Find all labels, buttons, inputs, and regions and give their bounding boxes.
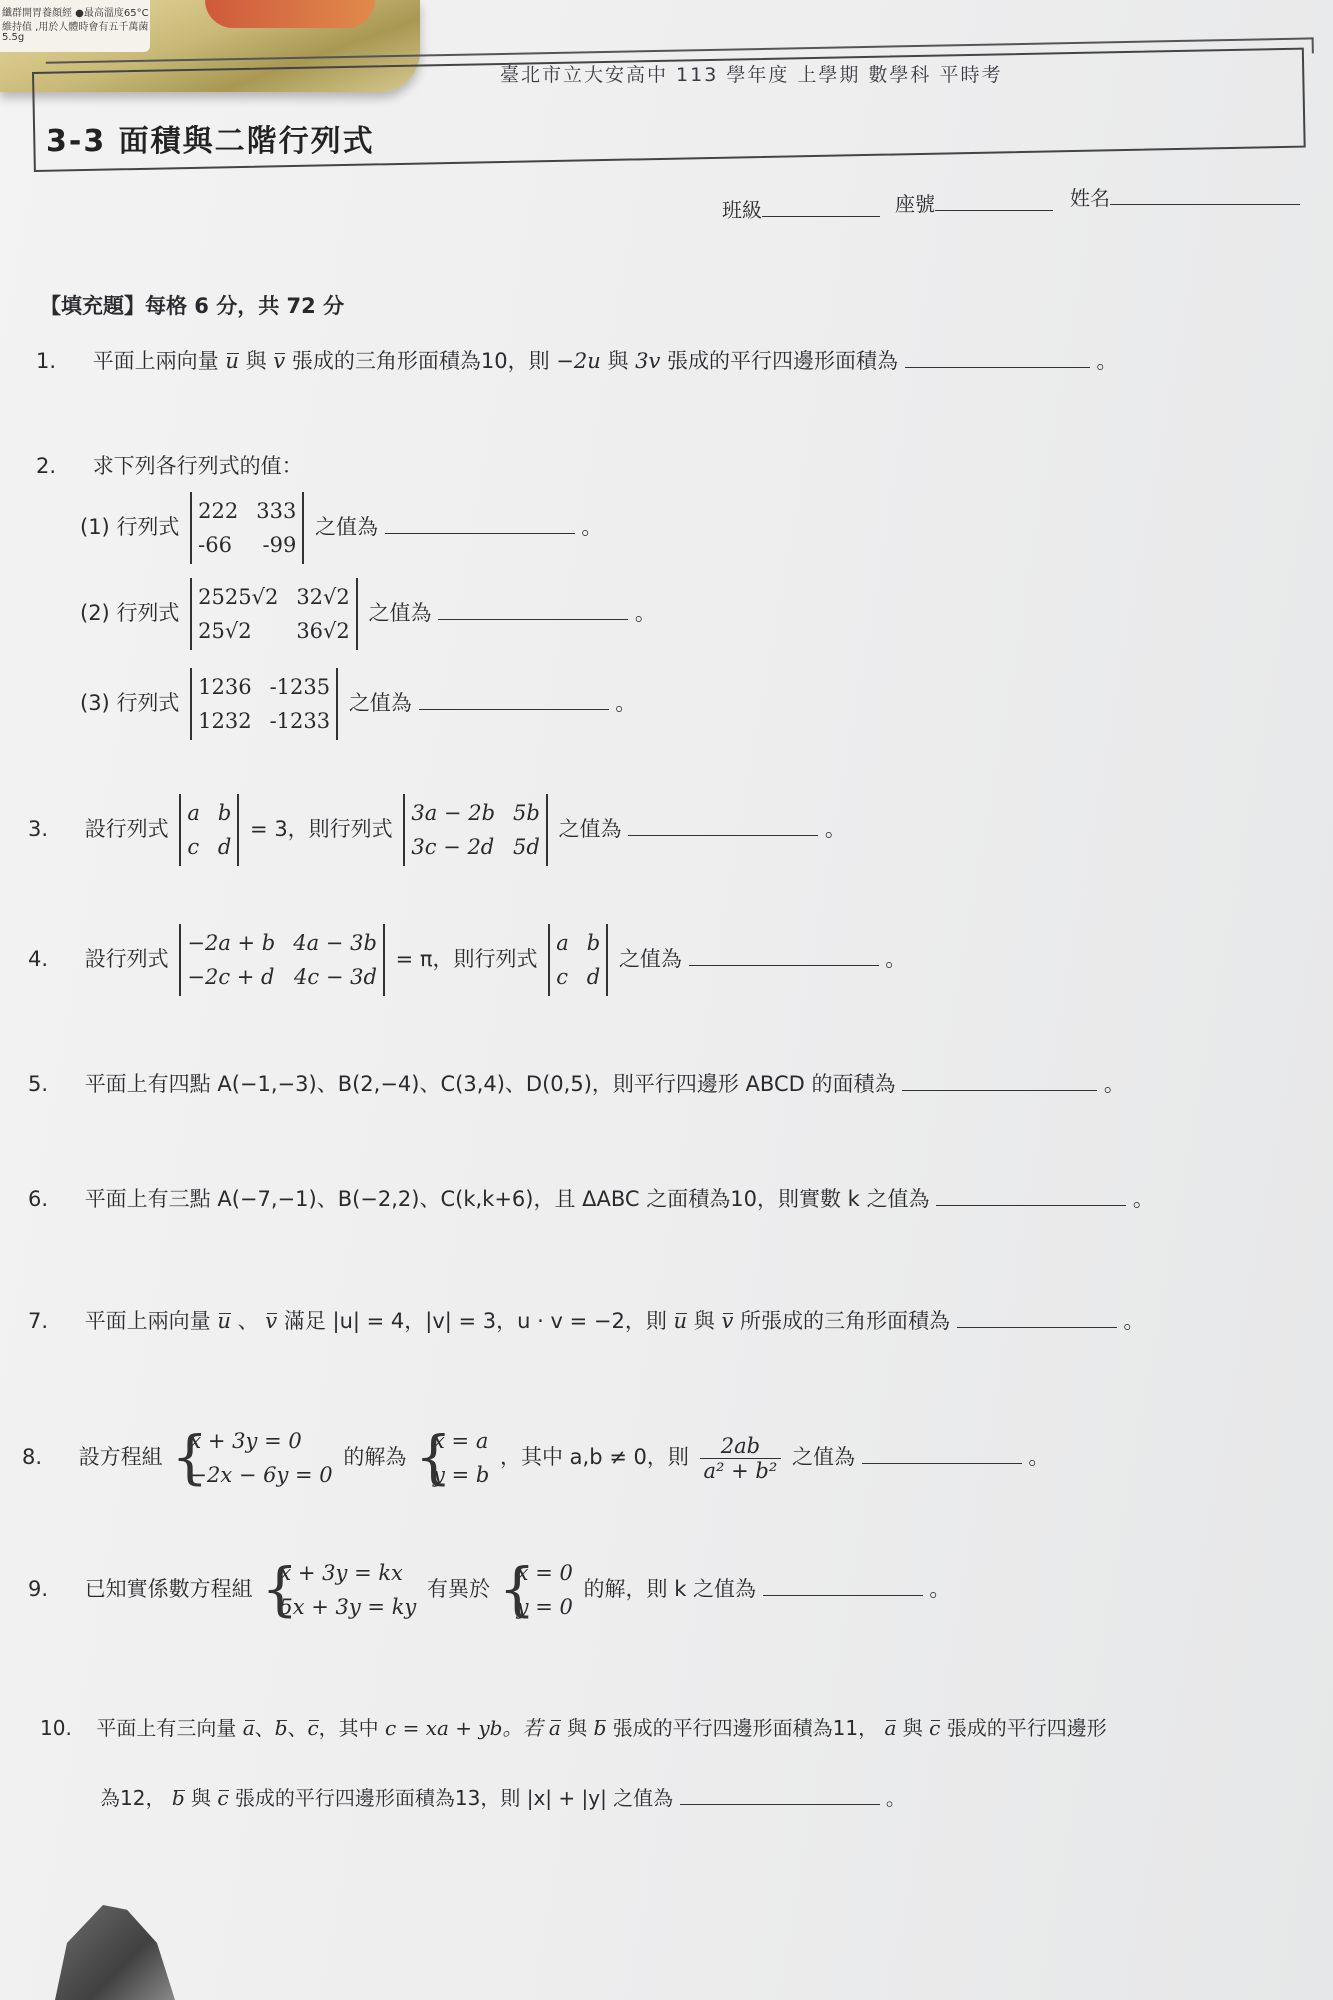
question-text: 之值為 — [368, 601, 432, 625]
question-text: 有異於 — [426, 1577, 490, 1601]
question-text: 之值為 — [618, 947, 682, 971]
equation-system — [263, 1556, 416, 1624]
question-3 — [28, 794, 846, 866]
determinant — [190, 668, 338, 740]
question-text: 所張成的三角形面積為 — [740, 1309, 950, 1333]
name-label: 姓名 — [1070, 186, 1110, 210]
answer-blank[interactable] — [902, 1089, 1097, 1091]
vector-c: c — [307, 1716, 319, 1740]
vector-b: b — [171, 1786, 185, 1810]
question-text: 之值為 — [315, 515, 378, 539]
vector-expression: −2u — [556, 349, 601, 373]
seat-label: 座號 — [895, 192, 935, 216]
answer-blank[interactable] — [419, 708, 609, 710]
equation-line: y = b — [433, 1463, 490, 1487]
vector-u: u — [225, 349, 239, 373]
question-text: 張成的平行四邊形面積為 — [667, 349, 899, 373]
period: 。 — [1132, 1187, 1154, 1211]
question-text: 與 — [693, 1309, 715, 1333]
question-text: 求下列各行列式的值： — [92, 454, 303, 478]
equation-line: −2x − 6y = 0 — [189, 1463, 333, 1487]
det-cell: −2a + b — [187, 931, 276, 955]
question-text: 之值為 — [791, 1445, 855, 1469]
det-cell: 333 — [256, 499, 297, 523]
determinant — [190, 578, 358, 650]
question-text: 、 — [237, 1309, 259, 1333]
equation-line: { x = 0 — [516, 1561, 573, 1585]
question-text: 平面上有三向量 — [96, 1716, 237, 1740]
question-text: 設行列式 — [84, 817, 169, 841]
det-cell: c — [187, 835, 200, 859]
question-text: ，其中 a,b ≠ 0，則 — [499, 1445, 689, 1469]
determinant — [190, 492, 304, 564]
question-1 — [36, 345, 1117, 375]
period: 。 — [885, 947, 907, 971]
answer-blank[interactable] — [438, 618, 628, 620]
question-5 — [28, 1068, 1125, 1098]
det-cell: 4c − 3d — [294, 965, 377, 989]
question-10-line-2 — [100, 1782, 906, 1811]
det-cell: 5b — [513, 801, 540, 825]
vector-c: c — [929, 1716, 941, 1740]
question-number: 4. — [28, 947, 49, 971]
question-text: 張成的三角形面積為10，則 — [291, 349, 550, 373]
vector-a: a — [884, 1716, 897, 1740]
det-cell: 36√2 — [296, 619, 350, 643]
question-text: = π，則行列式 — [395, 947, 538, 971]
question-text: 與 — [607, 349, 629, 373]
det-cell: -1235 — [269, 675, 331, 699]
det-cell: 3c − 2d — [411, 835, 495, 859]
question-text: 的解，則 k 之值為 — [583, 1577, 757, 1601]
vector-a: a — [548, 1716, 561, 1740]
period: 。 — [824, 817, 846, 841]
seat-blank[interactable] — [935, 209, 1053, 211]
question-number: 10. — [40, 1716, 72, 1740]
determinant — [548, 924, 608, 996]
det-cell: -66 — [198, 533, 232, 557]
det-cell: b — [217, 801, 232, 825]
period: 。 — [615, 691, 637, 715]
question-text: 與 — [190, 1786, 211, 1810]
package-text-1: 纖群開胃養顏經 ●最高溫度65°C — [2, 8, 149, 19]
question-number: 6. — [28, 1187, 49, 1211]
det-cell: 4a − 3b — [293, 931, 377, 955]
question-text: 行列式 — [116, 601, 180, 625]
vector-c: c — [217, 1786, 229, 1810]
det-cell: 222 — [198, 499, 239, 523]
question-text: 設行列式 — [84, 947, 169, 971]
question-number: 2. — [36, 454, 57, 478]
question-text: 行列式 — [116, 691, 180, 715]
question-text: 與 — [245, 349, 267, 373]
question-text: 平面上兩向量 — [84, 1309, 211, 1333]
question-number: 3. — [28, 817, 49, 841]
question-4 — [28, 924, 906, 996]
determinant — [403, 794, 547, 866]
det-cell: d — [586, 965, 601, 989]
period: 。 — [1103, 1072, 1125, 1096]
vector-v: v — [265, 1309, 278, 1333]
question-2-3 — [80, 668, 636, 740]
vector-a: a — [242, 1716, 255, 1740]
equation-line: { x + 3y = 0 — [189, 1429, 302, 1453]
trivial-solution — [501, 1556, 573, 1624]
answer-blank[interactable] — [936, 1204, 1126, 1206]
question-text: 為12， — [100, 1786, 166, 1810]
class-label: 班級 — [722, 198, 762, 222]
question-text: 張成的平行四邊形 — [946, 1716, 1107, 1740]
class-blank[interactable] — [762, 215, 880, 217]
det-cell: a — [556, 931, 569, 955]
determinant — [179, 794, 239, 866]
question-text: 張成的平行四邊形面積為13，則 |x| + |y| 之值為 — [234, 1786, 674, 1810]
question-text: 與 — [902, 1716, 923, 1740]
question-number: 9. — [28, 1577, 49, 1601]
det-cell: 32√2 — [296, 585, 350, 609]
det-cell: -1233 — [269, 709, 331, 733]
sub-number: (2) — [80, 601, 110, 625]
period: 。 — [581, 515, 603, 539]
question-text: 平面上有四點 A(−1,−3)、B(2,−4)、C(3,4)、D(0,5)，則平行四邊形 ABCD 的面積為 — [84, 1072, 896, 1096]
period: 。 — [929, 1577, 951, 1601]
answer-blank[interactable] — [957, 1326, 1117, 1328]
question-9 — [28, 1556, 950, 1624]
det-cell: d — [217, 835, 232, 859]
question-number: 7. — [28, 1309, 49, 1333]
answer-blank[interactable] — [628, 834, 818, 836]
question-6 — [28, 1183, 1154, 1213]
answer-blank[interactable] — [385, 532, 575, 534]
period: 。 — [1028, 1445, 1050, 1469]
name-field — [1070, 182, 1300, 211]
det-cell: 1236 — [198, 675, 252, 699]
question-text: 滿足 |u| = 4，|v| = 3，u · v = −2，則 — [283, 1309, 667, 1333]
question-text: 之值為 — [558, 817, 622, 841]
question-8 — [22, 1424, 1049, 1492]
det-cell: 3a − 2b — [411, 801, 496, 825]
package-text-3: 5.5g — [2, 32, 25, 43]
seat-field — [895, 188, 1053, 217]
question-text: 的解為 — [343, 1445, 407, 1469]
solution-system — [417, 1424, 489, 1492]
name-blank[interactable] — [1110, 203, 1300, 205]
question-number: 1. — [36, 349, 57, 373]
question-text: 之值為 — [348, 691, 412, 715]
package-text-2: 維持值 ,用於人體時會有五千萬菌 — [2, 22, 149, 33]
question-2-2 — [80, 578, 656, 650]
question-2-1 — [80, 492, 602, 564]
equation-line: y = 0 — [516, 1595, 573, 1619]
package-label — [0, 0, 150, 52]
det-cell: 5d — [513, 835, 540, 859]
det-cell: 25√2 — [198, 619, 252, 643]
answer-blank[interactable] — [689, 964, 879, 966]
det-cell: −2c + d — [187, 965, 275, 989]
vector-b: b — [274, 1716, 288, 1740]
question-text: ，其中 — [318, 1716, 379, 1740]
answer-blank[interactable] — [862, 1462, 1022, 1464]
period: 。 — [1123, 1309, 1145, 1333]
answer-blank[interactable] — [680, 1803, 880, 1805]
exam-header-note: 臺北市立大安高中 113 學年度 上學期 數學科 平時考 — [500, 64, 1003, 86]
question-7 — [28, 1305, 1144, 1335]
question-number: 5. — [28, 1072, 49, 1096]
vector-u: u — [673, 1309, 688, 1333]
vector-v: v — [721, 1309, 734, 1333]
det-cell: b — [586, 931, 601, 955]
question-text: 行列式 — [116, 515, 180, 539]
vector-v: v — [273, 349, 286, 373]
question-text: = 3，則行列式 — [250, 817, 393, 841]
period: 。 — [634, 601, 656, 625]
sub-number: (3) — [80, 691, 110, 715]
det-cell: a — [187, 801, 200, 825]
section-heading: 【填充題】每格 6 分，共 72 分 — [40, 294, 345, 318]
vector-expression: 3v — [635, 349, 661, 373]
period: 。 — [885, 1786, 906, 1810]
package-red-band — [205, 0, 375, 28]
question-number: 8. — [22, 1445, 43, 1469]
det-cell: -99 — [262, 533, 297, 557]
answer-blank[interactable] — [763, 1594, 923, 1596]
question-text: 設方程組 — [78, 1445, 163, 1469]
equation-line: 5x + 3y = ky — [279, 1595, 417, 1619]
fraction-numerator: 2ab — [700, 1434, 782, 1459]
vector-u: u — [217, 1309, 231, 1333]
det-cell: 2525√2 — [198, 585, 279, 609]
question-text: 與 — [567, 1716, 588, 1740]
question-text: 平面上有三點 A(−7,−1)、B(−2,2)、C(k,k+6)，且 ΔABC 之面積為10，則實數 k 之值為 — [84, 1187, 930, 1211]
equation-system — [173, 1424, 332, 1492]
page-title: 3-3 面積與二階行列式 — [46, 124, 375, 159]
determinant — [179, 924, 385, 996]
fraction-denominator: a² + b² — [703, 1458, 778, 1483]
det-cell: 1232 — [198, 709, 252, 733]
class-field — [722, 194, 880, 223]
equation-line: { x + 3y = kx — [279, 1561, 403, 1585]
question-text: 平面上兩向量 — [92, 349, 219, 373]
fraction — [700, 1434, 782, 1483]
vector-equation: c = xa + yb。若 — [385, 1716, 543, 1740]
equation-line: { x = a — [433, 1429, 489, 1453]
sub-number: (1) — [80, 515, 110, 539]
det-cell: c — [556, 965, 568, 989]
pen-clip — [55, 1905, 175, 2000]
question-text: 已知實係數方程組 — [84, 1577, 253, 1601]
question-2 — [36, 450, 303, 480]
question-text: 張成的平行四邊形面積為11， — [612, 1716, 879, 1740]
answer-blank[interactable] — [905, 366, 1090, 368]
question-10-line-1: 10. 平面上有三向量 a、b、c，其中 c = xa + yb。若 a 與 b 張成的平行四邊形面積為11， a 與 c 張成的平行四邊形 — [40, 1716, 1107, 1740]
vector-b: b — [593, 1716, 607, 1740]
period: 。 — [1096, 349, 1118, 373]
